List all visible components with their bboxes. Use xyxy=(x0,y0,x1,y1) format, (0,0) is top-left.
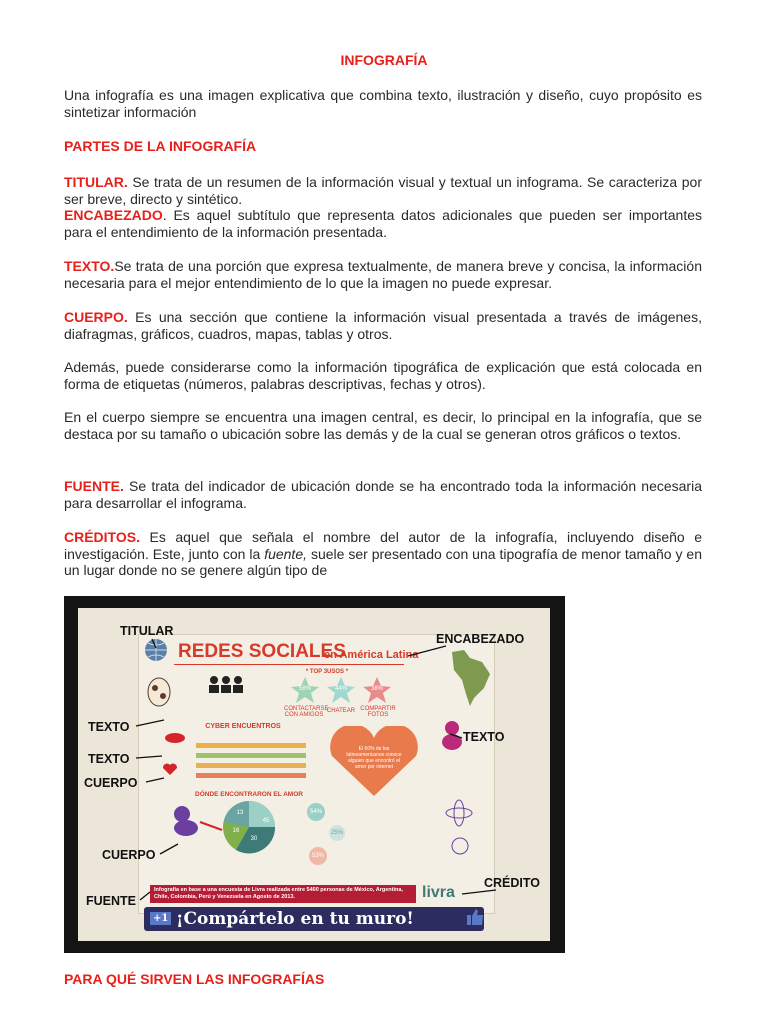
creditos-fuente-em: fuente, xyxy=(264,545,308,562)
encabezado-paragraph xyxy=(64,207,702,240)
callout-cuerpo-2: CUERPO xyxy=(102,848,156,862)
cuerpo-text: Es una sección que contiene la información visual presentada a través de imágenes, diafragmas, gráficos, cuadros, mapas, tablas y otros. xyxy=(64,309,702,342)
bottom-heading: PARA QUÉ SIRVEN LAS INFOGRAFÍAS xyxy=(64,971,325,987)
pie-num: 30 xyxy=(250,836,258,842)
creditos-text-b: suele ser presentado con una tipografía de menor tamaño y en un lugar donde no se genere algún tipo de xyxy=(64,545,702,578)
callout-texto-3: TEXTO xyxy=(463,730,505,744)
callout-encabezado: ENCABEZADO xyxy=(436,632,525,646)
intro-paragraph: Una infografía es una imagen explicativa que combina texto, ilustración y diseño, cuyo propósito es sintetizar información xyxy=(64,87,702,120)
encabezado-term: ENCABEZADO xyxy=(64,207,163,223)
use-3: COMPARTIR FOTOS xyxy=(360,706,396,718)
ademas-paragraph: Además, puede considerarse como la información tipográfica de explicación que está colocada en forma de etiquetas (números, palabras descriptivas, fechas y otros). xyxy=(64,359,702,392)
pie-num: 13 xyxy=(236,810,244,816)
pie-num: 45 xyxy=(262,818,270,824)
titular-paragraph xyxy=(64,174,702,207)
circle-pct: 25% xyxy=(330,830,343,836)
callout-fuente: FUENTE xyxy=(86,894,136,908)
callout-texto-1: TEXTO xyxy=(88,720,130,734)
creditos-term: CRÉDITOS. xyxy=(64,529,140,545)
creditos-paragraph xyxy=(64,529,702,579)
titular-text: Se trata de un resumen de la información visual y textual un infograma. Se caracteriza por ser breve, directo y sintético. xyxy=(64,174,702,207)
fuente-paragraph xyxy=(64,478,702,511)
pie-num: 16 xyxy=(232,828,240,834)
poster-subtitle: en América Latina xyxy=(324,649,419,661)
callout-credito: CRÉDITO xyxy=(484,876,541,890)
cuerpo-term: CUERPO. xyxy=(64,309,128,325)
callout-titular: TITULAR xyxy=(120,624,174,638)
encabezado-text: . Es aquel subtítulo que representa datos adicionales que pueden ser importantes para el entendimiento de la información presentada. xyxy=(64,207,702,240)
infographic-panel xyxy=(78,608,550,941)
callout-lines xyxy=(78,608,550,941)
callout-cuerpo-1: CUERPO xyxy=(84,776,138,790)
heart-text: El 60% de los latinoamericanos conoce alguien que encontró el amor por internet xyxy=(346,746,402,770)
texto-paragraph xyxy=(64,258,702,291)
use-1: CONTACTARSE CON AMIGOS xyxy=(284,706,329,718)
donde-label: DÓNDE ENCONTRARON EL AMOR xyxy=(195,791,303,798)
infographic-image xyxy=(64,596,565,953)
cuerpo-central-paragraph: En el cuerpo siempre se encuentra una imagen central, es decir, lo principal en la infografía, que se destaca por su tamaño o ubicación sobre las demás y de la cual se generan otros gráficos o textos. xyxy=(64,409,702,442)
circle-pct: 53% xyxy=(311,853,324,859)
parts-heading: PARTES DE LA INFOGRAFÍA xyxy=(64,138,257,154)
share-banner-text: ¡Compártelo en tu muro! xyxy=(176,909,414,929)
texto-text: Se trata de una porción que expresa textualmente, de manera breve y concisa, la información necesaria para el mejor entendimiento de lo que la imagen no puede expresar. xyxy=(64,258,702,291)
callout-texto-2: TEXTO xyxy=(88,752,130,766)
poster-title: REDES SOCIALES xyxy=(178,641,346,662)
page-title: INFOGRAFÍA xyxy=(340,52,428,68)
titular-term: TITULAR. xyxy=(64,174,128,190)
pct-3: 38% xyxy=(370,686,383,692)
plus-one-badge: +1 xyxy=(150,912,171,925)
pct-2: 44% xyxy=(334,686,347,692)
fuente-term: FUENTE. xyxy=(64,478,124,494)
cuerpo-paragraph xyxy=(64,309,702,342)
texto-term: TEXTO. xyxy=(64,258,115,274)
cyber-label: CYBER ENCUENTROS xyxy=(205,723,281,730)
use-2: CHATEAR xyxy=(326,708,356,714)
creditos-text-a: Es aquel que señala el nombre del autor de la infografía, incluyendo diseño e investigación. Este, junto con la xyxy=(64,529,702,562)
top-uses-label: * TOP 3USOS * xyxy=(305,669,349,675)
source-note: Infografía en base a una encuesta de Livra realizada entre 5400 personas de México, Argentina, Chile, Colombia, Perú y Venezuela en Agosto de 2013. xyxy=(150,885,416,903)
circle-pct: 54% xyxy=(309,809,322,815)
pct-1: 58% xyxy=(298,686,311,692)
fuente-text: Se trata del indicador de ubicación donde se ha encontrado toda la información necesaria para desarrollar el infograma. xyxy=(64,478,702,511)
livra-logo: livra xyxy=(422,884,455,901)
